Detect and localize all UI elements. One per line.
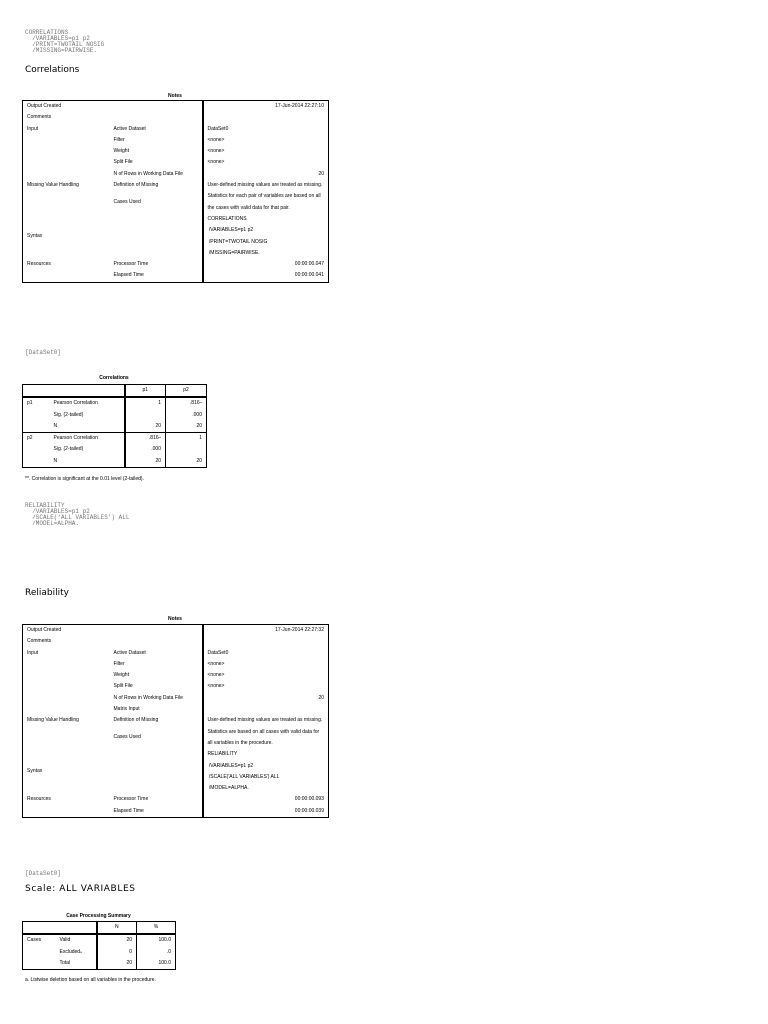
row-label (23, 693, 110, 704)
variable-label (23, 444, 50, 455)
row-sublabel: Cases Used (113, 734, 141, 741)
table-header-row (23, 385, 207, 398)
table-row (23, 659, 329, 670)
row-label (23, 947, 56, 958)
table-row (23, 135, 329, 146)
cell-value (166, 444, 207, 455)
table-row (23, 270, 329, 282)
cell-value: 100.0 (137, 934, 176, 946)
table-row (23, 191, 329, 214)
cell-value: 20 (125, 421, 166, 433)
row-label (23, 135, 110, 146)
dataset-tag: [DataSet0] (25, 349, 62, 356)
table-row (23, 112, 329, 123)
table-row (23, 670, 329, 681)
row-label: Missing Value Handling (27, 717, 79, 724)
table-row (23, 410, 207, 421)
row-sublabel (110, 101, 203, 113)
statistic-label: N (53, 457, 58, 464)
table-row (23, 444, 207, 455)
row-value: <none> (203, 146, 329, 157)
statistic-label: Sig. (2-tailed) (53, 411, 84, 418)
table-row (23, 727, 329, 750)
table-header-row (23, 922, 176, 935)
statistic-label: Sig. (2-tailed) (53, 446, 84, 453)
column-header: % (137, 922, 176, 935)
correlations-caption: Correlations (99, 375, 129, 381)
table-row (23, 124, 329, 135)
table-row (23, 934, 176, 946)
row-label: Cases (27, 937, 42, 944)
row-sublabel: Weight (113, 148, 129, 155)
row-value: RELIABILITY /VARIABLES=p1 p2 /SCALE('ALL VARIABLES') ALL /MODEL=ALPHA. (203, 749, 329, 794)
row-sublabel: Definition of Missing (113, 717, 159, 724)
reliability-heading: Reliability (25, 588, 69, 598)
column-header: p1 (125, 385, 166, 398)
row-value (203, 704, 329, 715)
notes-table (22, 100, 329, 283)
row-value: 17-Jun-2014 22:27:32 (203, 625, 329, 637)
table-row (23, 625, 329, 637)
cell-value: 20 (125, 456, 166, 468)
statistic-label: N (53, 422, 58, 429)
row-sublabel: Split File (113, 683, 133, 690)
cell-value: 1 (125, 397, 166, 409)
row-sublabel (110, 625, 203, 637)
row-value: <none> (203, 681, 329, 692)
row-label: Resources (27, 796, 51, 803)
row-value: Statistics for each pair of variables are based on all the cases with valid data for that pair. (203, 191, 329, 214)
row-sublabel (110, 112, 203, 123)
row-label (23, 157, 110, 168)
row-value: <none> (203, 670, 329, 681)
variable-label (23, 421, 50, 433)
row-sublabel: Filter (113, 136, 125, 143)
table-row (23, 806, 329, 818)
row-sublabel: N of Rows in Working Data File (113, 170, 183, 177)
cell-value: .816** (125, 433, 166, 445)
table-row (23, 681, 329, 692)
row-sublabel: Definition of Missing (113, 182, 159, 189)
table-row (23, 180, 329, 191)
scale-heading: Scale: ALL VARIABLES (25, 884, 136, 894)
row-label: Comments (27, 114, 52, 121)
case-processing-caption: Case Processing Summary (66, 913, 131, 919)
dataset-tag: [DataSet0] (25, 870, 62, 877)
row-sublabel: Total (59, 959, 71, 966)
row-value: DataSet0 (203, 648, 329, 659)
table-row (23, 947, 176, 958)
table-row (23, 146, 329, 157)
variable-label (23, 410, 50, 421)
table-row (23, 794, 329, 805)
cell-value: 20 (166, 456, 207, 468)
variable-label: p2 (23, 433, 50, 445)
cell-value: 0 (97, 947, 137, 958)
table-row (23, 259, 329, 270)
correlations-footnote: **. Correlation is significant at the 0.01 level (2-tailed). (25, 476, 144, 482)
row-sublabel (110, 749, 203, 794)
cell-value: .000 (166, 410, 207, 421)
row-value: <none> (203, 659, 329, 670)
row-label: Resources (27, 261, 51, 268)
table-row (23, 101, 329, 113)
row-label: Missing Value Handling (27, 182, 79, 189)
row-label (23, 146, 110, 157)
row-value: <none> (203, 157, 329, 168)
row-value: 00:00:00.093 (203, 794, 329, 805)
row-value (203, 112, 329, 123)
row-value: 20 (203, 693, 329, 704)
row-label (23, 727, 110, 750)
notes-caption: Notes (168, 616, 182, 622)
cell-value: .0 (137, 947, 176, 958)
row-sublabel: Elapsed Time (113, 807, 144, 814)
cell-value: 100.0 (137, 958, 176, 970)
row-sublabel: Processor Time (113, 796, 149, 803)
table-row (23, 397, 207, 409)
row-sublabel: Split File (113, 159, 133, 166)
row-value: User-defined missing values are treated as missing. (203, 715, 329, 726)
statistic-label: Pearson Correlation (53, 400, 98, 407)
row-sublabel: Cases Used (113, 199, 141, 206)
row-label: Syntax (27, 768, 43, 775)
variable-label: p1 (27, 400, 33, 407)
row-value: 17-Jun-2014 22:27:10 (203, 101, 329, 113)
table-row (23, 958, 176, 970)
row-sublabel: Weight (113, 672, 129, 679)
table-row (23, 749, 329, 794)
row-sublabel (110, 214, 203, 259)
row-value: DataSet0 (203, 124, 329, 135)
row-sublabel: N of Rows in Working Data File (113, 694, 183, 701)
row-label (23, 270, 110, 282)
correlations-heading: Correlations (25, 65, 80, 75)
row-label: Input (27, 125, 39, 132)
table-row (23, 157, 329, 168)
table-row (23, 636, 329, 647)
row-label (23, 958, 56, 970)
row-label: Comments (27, 638, 52, 645)
column-header: p2 (166, 385, 207, 398)
cell-value (125, 410, 166, 421)
cell-value: 20 (97, 958, 137, 970)
row-label: Syntax (27, 232, 43, 239)
cell-value: .000 (125, 444, 166, 455)
row-value: 00:00:00.039 (203, 806, 329, 818)
table-row (23, 421, 207, 433)
cell-value: 20 (166, 421, 207, 433)
row-value (203, 636, 329, 647)
case-processing-footnote: a. Listwise deletion based on all variables in the procedure. (25, 977, 156, 983)
row-label (23, 806, 110, 818)
table-row (23, 704, 329, 715)
row-sublabel: Active Dataset (113, 649, 146, 656)
header-blank (23, 385, 125, 398)
table-row (23, 169, 329, 180)
cell-value: 20 (97, 934, 137, 946)
column-header: N (97, 922, 137, 935)
correlations-table (22, 384, 207, 468)
row-label: Output Created (27, 627, 62, 633)
row-label (23, 681, 110, 692)
row-sublabel: Excluded$^a$ (59, 948, 82, 955)
row-label (23, 169, 110, 180)
row-sublabel: Filter (113, 660, 125, 667)
row-label (23, 659, 110, 670)
table-row (23, 648, 329, 659)
row-label (23, 704, 110, 715)
row-value: 00:00:00.041 (203, 270, 329, 282)
row-value: User-defined missing values are treated as missing. (203, 180, 329, 191)
row-label: Input (27, 649, 39, 656)
row-sublabel: Processor Time (113, 261, 149, 268)
statistic-label: Pearson Correlation (50, 433, 125, 445)
row-sublabel: Matrix Input (113, 706, 140, 713)
row-value: 00:00:00.047 (203, 259, 329, 270)
row-sublabel: Elapsed Time (113, 272, 144, 279)
row-sublabel: Active Dataset (113, 125, 146, 132)
cell-value: .816** (166, 397, 207, 409)
table-row (23, 693, 329, 704)
row-label (23, 191, 110, 214)
row-value: Statistics are based on all cases with valid data for all variables in the procedure. (203, 727, 329, 750)
table-row (23, 214, 329, 259)
case-processing-table (22, 921, 176, 970)
table-row (23, 433, 207, 445)
notes-caption: Notes (168, 93, 182, 99)
variable-label (23, 456, 50, 468)
row-value: <none> (203, 135, 329, 146)
row-label (23, 670, 110, 681)
table-row (23, 715, 329, 726)
row-value: 20 (203, 169, 329, 180)
row-sublabel: Valid (59, 937, 71, 944)
row-label: Output Created (27, 103, 62, 109)
reliability-syntax: RELIABILITY /VARIABLES=p1 p2 /SCALE('ALL VARIABLES') ALL /MODEL=ALPHA. (25, 502, 130, 527)
header-blank (23, 922, 97, 935)
row-value: CORRELATIONS /VARIABLES=p1 p2 /PRINT=TWOTAIL NOSIG /MISSING=PAIRWISE. (203, 214, 329, 259)
notes-table (22, 624, 329, 818)
correlations-syntax: CORRELATIONS /VARIABLES=p1 p2 /PRINT=TWOTAIL NOSIG /MISSING=PAIRWISE. (25, 29, 105, 54)
cell-value: 1 (166, 433, 207, 445)
row-sublabel (110, 636, 203, 647)
table-row (23, 456, 207, 468)
